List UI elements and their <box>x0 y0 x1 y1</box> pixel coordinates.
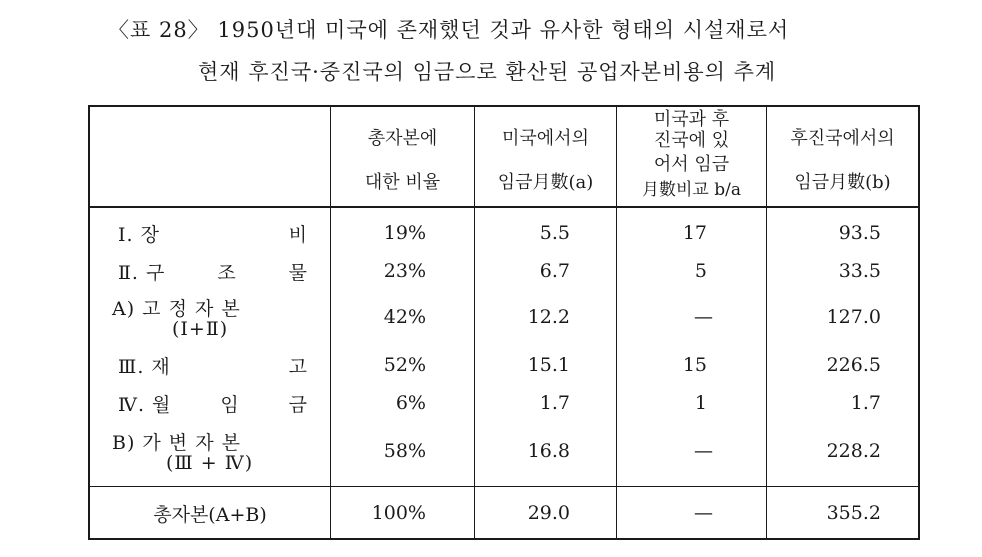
header-dev-line-2: 임금月數(b) <box>794 172 891 193</box>
header-cmp-line-2: 진국에 있 <box>653 130 730 151</box>
row-label-sub: (Ⅲ + Ⅳ) <box>166 452 254 474</box>
ratio-cell: 23% <box>383 260 426 282</box>
row-label-end: 금 <box>288 394 308 416</box>
dev-cell: 226.5 <box>826 354 881 376</box>
col-rule-5 <box>918 106 920 539</box>
table-title-line-2: 현재 후진국·중진국의 임금으로 환산된 공업자본비용의 추계 <box>198 60 777 84</box>
col-rule-0 <box>88 106 90 539</box>
row-label <box>118 220 308 247</box>
header-dev-line-1: 후진국에서의 <box>790 128 895 149</box>
header-cmp-line-4: 月數비교 b/a <box>642 180 741 200</box>
row-label-start: Ⅰ. 장 <box>118 224 160 246</box>
total-ratio-cell: 100% <box>371 502 426 524</box>
header-ratio-line-1: 총자본에 <box>367 128 438 149</box>
total-cmp-cell: — <box>694 502 713 524</box>
total-label: 총자본(A+B) <box>153 504 267 526</box>
cmp-cell: 15 <box>682 354 707 376</box>
row-label-start: Ⅱ. 구 <box>118 262 166 284</box>
total-dev-cell: 355.2 <box>826 502 881 524</box>
us-cell: 16.8 <box>527 440 570 462</box>
header-us-line-2: 임금月數(a) <box>497 172 594 193</box>
row-label-end: 고 <box>288 356 308 378</box>
ratio-cell: 6% <box>395 392 426 414</box>
row-label-middle: 임 <box>220 394 240 416</box>
us-cell: 15.1 <box>527 354 570 376</box>
header-ratio-line-2: 대한 비율 <box>364 172 441 193</box>
us-cell: 1.7 <box>539 392 570 414</box>
table-title-line-1: 〈표 28〉 1950년대 미국에 존재했던 것과 유사한 형태의 시설재로서 <box>108 18 790 42</box>
cmp-cell: — <box>694 440 713 462</box>
cmp-cell: 17 <box>682 222 707 244</box>
header-rule <box>88 206 920 208</box>
row-label <box>118 352 308 379</box>
header-cmp-line-3: 어서 임금 <box>653 154 730 175</box>
ratio-cell: 52% <box>383 354 426 376</box>
dev-cell: 93.5 <box>838 222 881 244</box>
ratio-cell: 42% <box>383 306 426 328</box>
row-label-start: Ⅲ. 재 <box>118 356 171 378</box>
row-label: B) 가 변 자 본 <box>112 432 241 454</box>
row-label <box>118 390 308 417</box>
dev-cell: 33.5 <box>838 260 881 282</box>
row-label-sub: (Ⅰ+Ⅱ) <box>172 318 229 340</box>
ratio-cell: 19% <box>383 222 426 244</box>
dev-cell: 228.2 <box>826 440 881 462</box>
dev-cell: 1.7 <box>850 392 881 414</box>
cmp-cell: 5 <box>694 260 707 282</box>
total-us-cell: 29.0 <box>527 502 570 524</box>
total-rule <box>88 486 920 487</box>
cmp-cell: — <box>694 306 713 328</box>
top-rule <box>88 105 920 107</box>
ratio-cell: 58% <box>383 440 426 462</box>
dev-cell: 127.0 <box>826 306 881 328</box>
bottom-rule <box>88 538 920 540</box>
row-label: A) 고 정 자 본 <box>112 298 241 320</box>
us-cell: 12.2 <box>527 306 570 328</box>
row-label-middle: 조 <box>217 262 237 284</box>
header-us-line-1: 미국에서의 <box>502 128 589 149</box>
cmp-cell: 1 <box>694 392 707 414</box>
row-label-end: 비 <box>288 224 308 246</box>
row-label-start: Ⅳ. 월 <box>118 394 172 416</box>
us-cell: 6.7 <box>539 260 570 282</box>
header-cmp-line-1: 미국과 후 <box>653 109 730 130</box>
row-label <box>118 258 308 285</box>
us-cell: 5.5 <box>539 222 570 244</box>
row-label-end: 물 <box>288 262 308 284</box>
